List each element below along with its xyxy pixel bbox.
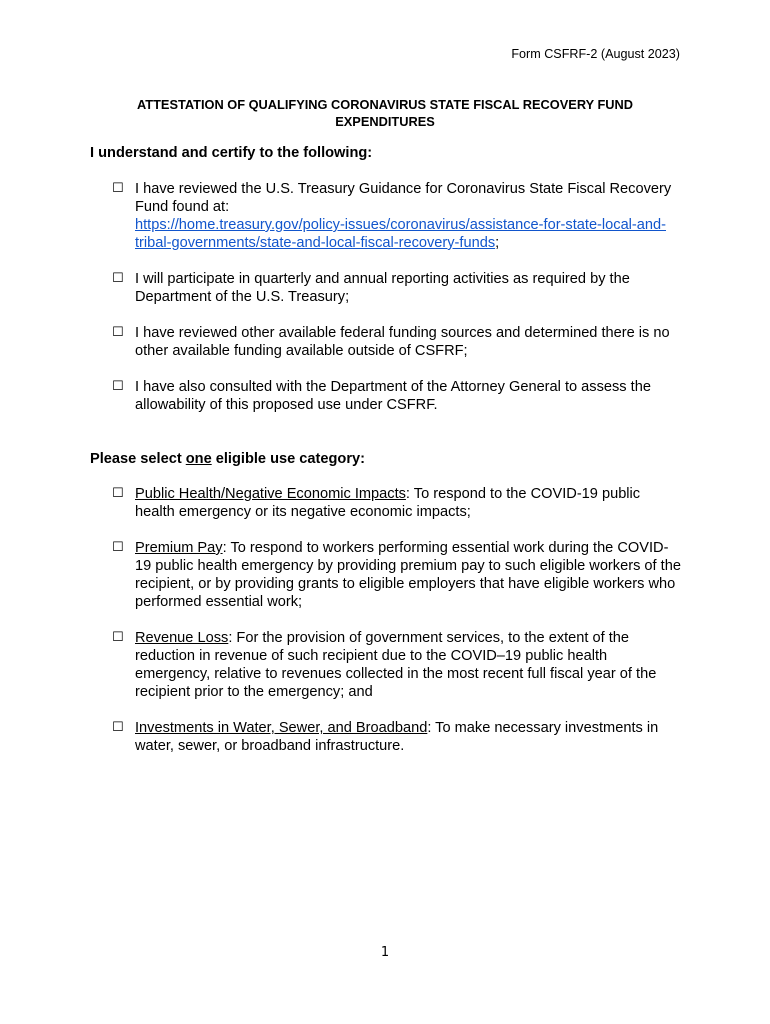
- title-line-2: EXPENDITURES: [335, 114, 435, 129]
- document-title: [100, 96, 670, 130]
- checkbox[interactable]: ☐: [112, 379, 124, 394]
- checkbox[interactable]: ☐: [112, 271, 124, 286]
- certify-item-attorney-general: [112, 378, 682, 414]
- checkbox[interactable]: ☐: [112, 486, 124, 501]
- category-list: [112, 485, 682, 773]
- category-item-water-sewer-broadband: [112, 719, 682, 755]
- certify-item-text: [135, 180, 682, 252]
- certify-item-text: I have also consulted with the Department of the Attorney General to assess the allowability of this proposed use under CSFRF.: [135, 379, 651, 413]
- certify-item-text: I will participate in quarterly and annual reporting activities as required by the Department of the U.S. Treasury;: [135, 271, 630, 305]
- category-name: Revenue Loss: [135, 630, 229, 646]
- category-item-text: [135, 719, 682, 755]
- category-description: : To make necessary investments in water, sewer, or broadband infrastructure.: [135, 720, 659, 754]
- link-suffix: ;: [495, 235, 500, 251]
- form-id: Form CSFRF-2 (August 2023): [511, 47, 680, 61]
- category-heading-suffix: eligible use category:: [211, 451, 365, 467]
- title-line-1: ATTESTATION OF QUALIFYING CORONAVIRUS STATE FISCAL RECOVERY FUND: [136, 97, 633, 112]
- category-item-premium-pay: [112, 539, 682, 611]
- checkbox[interactable]: ☐: [112, 540, 124, 555]
- checkbox[interactable]: ☐: [112, 181, 124, 196]
- category-item-text: [135, 485, 682, 521]
- category-heading-emphasis: one: [185, 451, 212, 467]
- checkbox[interactable]: ☐: [112, 630, 124, 645]
- category-description: : For the provision of government services, to the extent of the reduction in revenue of such recipient due to the COVID–19 public health emergency, relative to revenues collected in the most recent full fiscal year of the recipient prior to the emergency; and: [135, 630, 657, 700]
- category-description: : To respond to the COVID-19 public health emergency or its negative economic impacts;: [135, 486, 641, 520]
- certify-item-text: I have reviewed other available federal funding sources and determined there is no other available funding available outside of CSFRF;: [135, 325, 670, 359]
- category-name: Public Health/Negative Economic Impacts: [135, 486, 406, 502]
- certify-item-funding-sources: [112, 324, 682, 360]
- category-item-text: [135, 539, 682, 611]
- category-item-public-health: [112, 485, 682, 521]
- checkbox[interactable]: ☐: [112, 720, 124, 735]
- category-item-revenue-loss: [112, 629, 682, 701]
- category-heading: [90, 451, 365, 467]
- treasury-guidance-link[interactable]: https://home.treasury.gov/policy-issues/coronavirus/assistance-for-state-local-and-tribal-governments/state-and-local-fiscal-recovery-funds: [135, 217, 666, 251]
- category-item-text: [135, 629, 682, 701]
- checkbox[interactable]: ☐: [112, 325, 124, 340]
- certify-item-label: I have reviewed the U.S. Treasury Guidance for Coronavirus State Fiscal Recovery Fund found at:: [135, 181, 672, 215]
- certify-heading: I understand and certify to the following:: [90, 145, 373, 161]
- category-heading-prefix: Please select: [90, 451, 186, 467]
- certify-item-treasury-guidance: [112, 180, 682, 252]
- page-number: 1: [380, 945, 390, 960]
- category-name: Investments in Water, Sewer, and Broadband: [135, 720, 428, 736]
- category-description: : To respond to workers performing essential work during the COVID-19 public health emergency by providing premium pay to such eligible workers of the recipient, or by providing grants to eligible employers that have eligible workers who performed essential work;: [135, 540, 681, 610]
- category-name: Premium Pay: [135, 540, 223, 556]
- certify-list: [112, 180, 682, 432]
- certify-item-reporting: [112, 270, 682, 306]
